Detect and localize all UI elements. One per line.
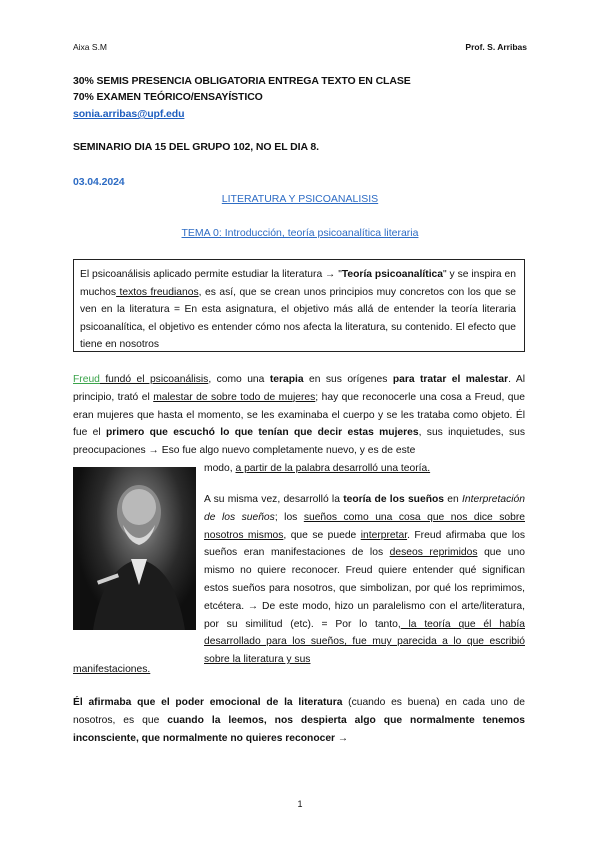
page-subtitle: TEMA 0: Introducción, teoría psicoanalítica literaria (181, 227, 419, 239)
email-link[interactable]: sonia.arribas@upf.edu (73, 108, 185, 120)
paragraph-dreams-end: manifestaciones. (73, 664, 151, 675)
paragraph-dreams: A su misma vez, desarrolló la teoría de los sueños en Interpretación de los sueños; los sueños como una cosa que nos dice sobre nosotros mismos, que se puede interpretar. Freud afirmaba que los sueños eran manifestaciones de los deseos reprimidos que uno mismo no quiere reconocer. Freud quiere entender qué significan estos sueños para nosotros, que simbolizan, por qué los reprimimos, etcétera. → De este modo, hizo un paralelismo con el arte/literatura, por su similitud (etc). = Por lo tanto, la teoría que él había desarrollado para los sueños, fue muy parecida a lo que escribió sobre la literatura y sus (204, 494, 526, 666)
page-number: 1 (297, 799, 303, 809)
header-professor: Prof. S. Arribas (465, 42, 527, 52)
paragraph-literature-power: Él afirmaba que el poder emocional de la literatura (cuando es buena) en cada uno de nosotros, es que cuando la leemos, nos despierta algo que normalmente tenemos inconsciente, que normalmente no quieres reconocer → (73, 697, 525, 744)
paragraph-freud: Freud fundó el psicoanálisis, como una terapia en sus orígenes para tratar el malestar. Al principio, trató el malestar de sobre todo de mujeres; hay que reconocerle una cosa a Freud, que eran mujeres que hasta el momento, se les examinaba el cuerpo y se les trataba como objeto. Él fue el primero que escuchó lo que tenían que decir estas mujeres, sus inquietudes, sus preocupaciones → Eso fue algo nuevo completamente nuevo, y es de este (73, 374, 525, 457)
intro-box: El psicoanálisis aplicado permite estudiar la literatura → "Teoría psicoanalítica" y se inspira en muchos textos freudianos, es así, que se crean unos principios muy concretos con los que se ven en la literatura = En esta asignatura, el objetivo más allá de entender la teoría literaria psicoanalítica, el objetivo es entender cómo nos afecta la literatura, su contenido. El efecto que tiene en nosotros (73, 259, 525, 352)
date: 03.04.2024 (73, 176, 125, 188)
paragraph-freud-end: modo, a partir de la palabra desarrolló una teoría. (204, 463, 431, 474)
header-author: Aixa S.M (73, 42, 108, 52)
grading-line-1: 30% SEMIS PRESENCIA OBLIGATORIA ENTREGA TEXTO EN CLASE (73, 75, 411, 87)
page-title: LITERATURA Y PSICOANALISIS (221, 193, 379, 205)
portrait-illustration (73, 467, 196, 630)
seminar-note: SEMINARIO DIA 15 DEL GRUPO 102, NO EL DIA 8. (73, 141, 319, 153)
grading-line-2: 70% EXAMEN TEÓRICO/ENSAYÍSTICO (73, 91, 263, 103)
freud-portrait-image (73, 467, 196, 630)
